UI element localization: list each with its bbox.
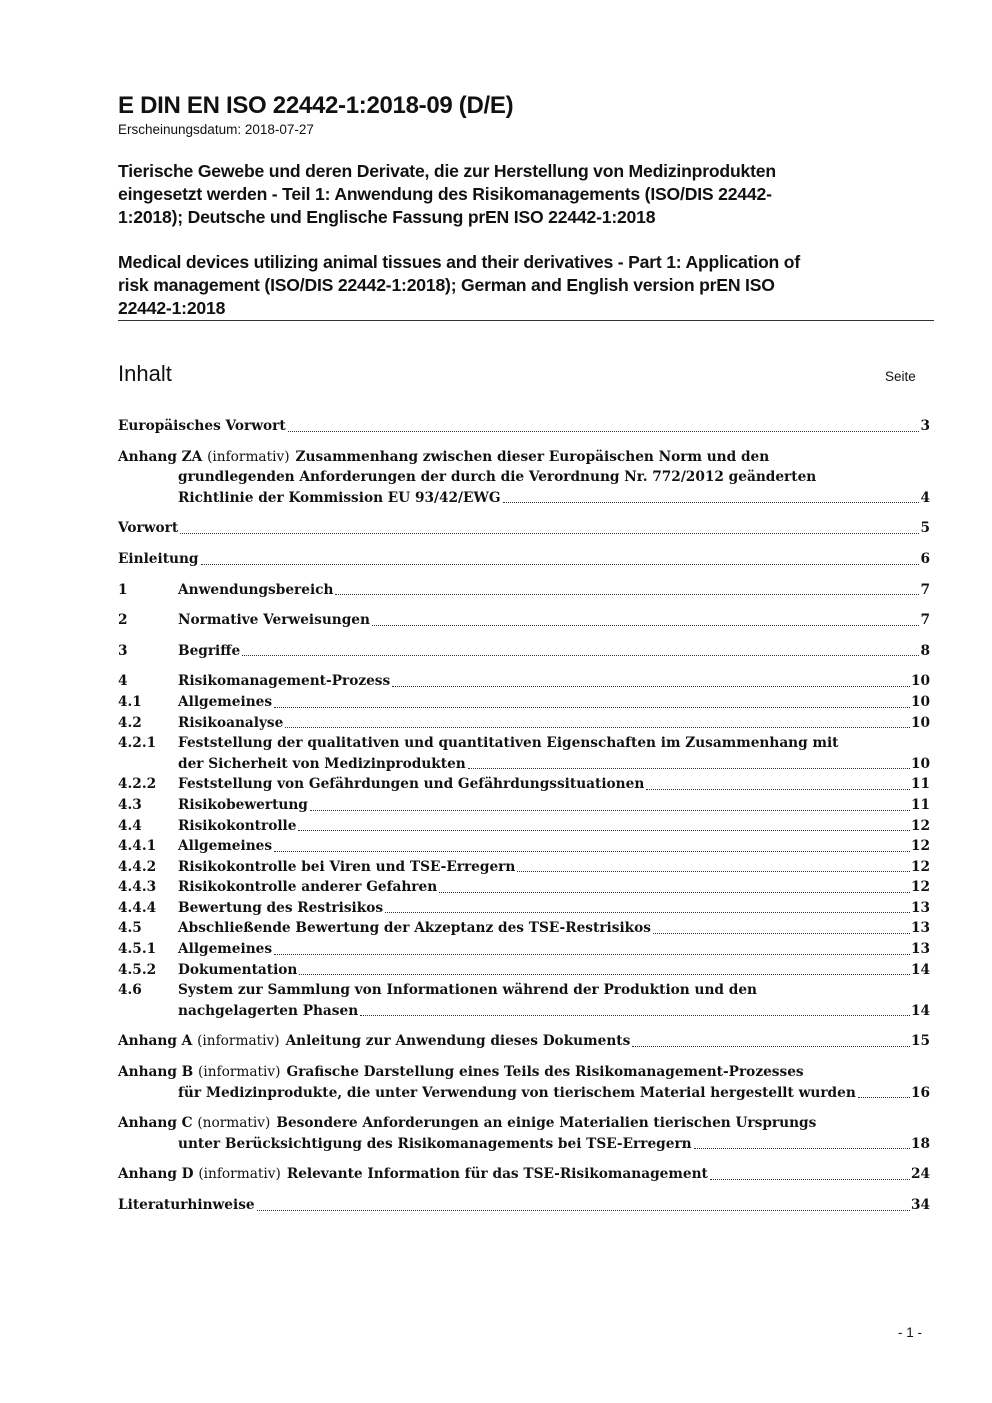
toc-entry[interactable] [118,877,930,898]
toc-entry-body [178,918,930,939]
toc-entry-number: 4.4.2 [118,858,157,875]
annex-id: Anhang A [118,1033,193,1050]
title-english-line: risk management (ISO/DIS 22442-1:2018); German and English version prEN ISO [118,275,775,295]
toc-entry-body [118,1164,930,1185]
dot-leader [257,1210,910,1211]
toc-entry-last-line [178,754,930,775]
annex-label [118,1115,270,1131]
toc-entry-number: 4.4.1 [118,838,157,855]
toc-entry-last-line [178,774,930,795]
toc-entry-body [118,416,930,437]
toc-entry-last-line [178,918,930,939]
toc-entry-body [178,960,930,981]
toc-entry-last-line [178,795,930,816]
toc-entry-page: 18 [910,1135,930,1152]
dot-leader [242,655,919,656]
toc-entry-title: Allgemeines [178,693,273,710]
toc-entry-number: 4.5.2 [118,961,157,978]
toc-entry-title: Risikobewertung [178,796,308,813]
toc-entry-number: 4.2 [118,714,142,731]
toc-entry-number: 4.5.1 [118,941,157,958]
toc-entry-last-line [178,641,930,662]
toc-entry-first-line [118,447,930,468]
toc-entry[interactable] [118,1164,930,1185]
annex-id: Anhang C [118,1115,193,1132]
toc-heading: Inhalt [118,361,172,386]
toc-entry-page: 15 [910,1033,930,1050]
toc-entry-body [178,836,930,857]
toc-entry-title: Risikomanagement-Prozess [178,673,391,690]
dot-leader [392,686,910,687]
dot-leader [372,625,920,626]
toc-entry-number: 2 [118,612,128,629]
page-number: - 1 - [898,1325,923,1340]
toc-entry-page: 12 [910,879,930,896]
dot-leader [632,1046,910,1047]
toc-entry-page: 16 [910,1084,930,1101]
dot-leader [694,1148,910,1149]
toc-entry-title: Allgemeines [178,941,273,958]
toc-entry-last-line [118,549,930,570]
toc-entry-body [178,816,930,837]
toc-entry-title: der Sicherheit von Medizinprodukten [178,755,466,772]
toc-entry-body [178,795,930,816]
toc-entry-page: 4 [920,489,930,506]
toc-entry-last-line [178,816,930,837]
toc-entry-title: Relevante Information für das TSE-Risikomanagement [286,1166,708,1183]
toc-entry-body [118,1195,930,1216]
toc-entry[interactable] [118,898,930,919]
dot-leader [285,727,910,728]
toc-entry[interactable] [118,918,930,939]
toc-entry-title-line: Besondere Anforderungen an einige Materialien tierischen Ursprungs [276,1115,817,1132]
toc-entry-body [178,713,930,734]
toc-entry-page: 14 [910,961,930,978]
toc-entry-body [178,580,930,601]
toc-entry-number: 4.4.3 [118,879,157,896]
toc-entry-body [178,610,930,631]
toc-entry-last-line [118,488,930,509]
toc-entry[interactable] [118,939,930,960]
annex-label [118,1031,280,1052]
title-german-line: 1:2018); Deutsche und Englische Fassung prEN ISO 22442-1:2018 [118,207,656,227]
toc-entry-last-line [178,1001,930,1022]
toc-entry-body [178,774,930,795]
toc-entry-last-line [178,939,930,960]
toc-entry-number: 4.4 [118,817,142,834]
toc-entry-body [118,1031,930,1052]
toc-entry-title: Europäisches Vorwort [118,418,286,434]
toc-entry-page: 7 [920,581,930,598]
dot-leader [360,1015,910,1016]
title-german-line: Tierische Gewebe und deren Derivate, die zur Herstellung von Medizinprodukten [118,161,776,181]
toc-entry-page: 34 [910,1197,930,1213]
annex-type: (informativ) [198,1064,281,1081]
toc-entry-body [118,1113,930,1154]
toc-entry[interactable] [118,857,930,878]
toc-entry-title: Vorwort [118,520,179,537]
annex-id: Anhang B [118,1064,194,1081]
toc-entry[interactable] [118,733,930,774]
toc-entry-last-line [178,857,930,878]
toc-entry-last-line [118,1195,930,1216]
toc-entry-body [118,1062,930,1103]
dot-leader [299,974,910,975]
toc-entry-title: Einleitung [118,550,199,567]
annex-label [118,1164,281,1185]
toc-entry[interactable] [118,641,930,662]
toc-entry-page: 14 [910,1002,930,1019]
toc-entry-first-line [118,1113,930,1134]
toc-entry-last-line [118,1164,930,1185]
toc-entry-body [118,549,930,570]
dot-leader [858,1097,910,1098]
toc-entry-number: 4.2.1 [118,735,157,752]
toc-entry-number: 4.1 [118,693,142,710]
annex-id: Anhang D [118,1166,194,1183]
toc-entry[interactable] [118,610,930,631]
toc-entry-body [118,447,930,509]
dot-leader [439,892,910,893]
toc-entry-last-line [178,671,930,692]
toc-entry-title: Richtlinie der Kommission EU 93/42/EWG [178,489,501,506]
toc-entry-page: 5 [920,520,930,537]
toc-entry-body [178,692,930,713]
dot-leader [180,533,919,534]
dot-leader [274,851,910,852]
toc-entry[interactable] [118,836,930,857]
annex-type: (normativ) [197,1115,271,1132]
toc-entry[interactable] [118,816,930,837]
toc-entry[interactable] [118,1113,930,1154]
dot-leader [310,810,910,811]
toc-entry-last-line [118,1134,930,1155]
toc-entry[interactable] [118,1195,930,1216]
annex-id: Anhang ZA [118,448,203,465]
toc-entry[interactable] [118,518,930,539]
annex-type: (informativ) [207,448,290,465]
toc-entry-page: 11 [910,776,930,793]
toc-entry[interactable] [118,416,930,437]
toc-entry-page: 13 [910,941,930,958]
toc-entry[interactable] [118,774,930,795]
toc-entry-title: Literaturhinweise [118,1197,255,1213]
toc-entry[interactable] [118,960,930,981]
toc-entry-page: 8 [920,642,930,659]
toc-entry-title: Risikokontrolle [178,817,297,834]
toc-entry-last-line [178,960,930,981]
toc-entry-page: 6 [920,550,930,567]
toc-entry-title-line: grundlegenden Anforderungen der durch die Verordnung Nr. 772/2012 geänderten [178,469,817,486]
toc-entry[interactable] [118,671,930,692]
toc-entry-body [178,733,930,774]
toc-entry[interactable] [118,549,930,570]
dot-leader [468,768,910,769]
toc-entry-number: 4 [118,673,128,690]
toc-entry-body [178,939,930,960]
toc-entry-page: 13 [910,920,930,937]
toc-entry[interactable] [118,795,930,816]
toc-entry-number: 4.5 [118,920,142,937]
toc-entry-number: 4.4.4 [118,899,157,916]
toc-entry-title: Anleitung zur Anwendung dieses Dokuments [285,1033,631,1050]
toc-entry-body [178,898,930,919]
toc-entry-title: Abschließende Bewertung der Akzeptanz des TSE-Restrisikos [178,920,651,937]
toc-entry-title-line: Feststellung der qualitativen und quantitativen Eigenschaften im Zusammenhang mit [178,735,839,752]
toc-entry[interactable] [118,447,930,509]
title-german [118,160,918,229]
toc-entry-page: 3 [920,418,930,434]
toc-entry-title: Normative Verweisungen [178,612,370,629]
toc-entry-page: 24 [910,1166,930,1183]
toc-entry-title-line: Zusammenhang zwischen dieser Europäischen Norm und den [295,448,770,465]
toc-entry-last-line [118,1031,930,1052]
annex-type: (informativ) [198,1166,281,1183]
toc-entry[interactable] [118,713,930,734]
toc-entry-body [118,518,930,539]
toc-entry[interactable] [118,1031,930,1052]
toc-entry-body [178,877,930,898]
dot-leader [653,933,910,934]
title-german-line: eingesetzt werden - Teil 1: Anwendung des Risikomanagements (ISO/DIS 22442- [118,184,772,204]
toc-entry-title: für Medizinprodukte, die unter Verwendung von tierischem Material hergestellt wurden [178,1084,856,1101]
toc-entry-page: 10 [910,755,930,772]
toc-entry-last-line [178,836,930,857]
dot-leader [298,830,910,831]
title-english-line: 22442-1:2018 [118,298,226,318]
publication-date: Erscheinungsdatum: 2018-07-27 [118,122,314,137]
toc-entry-body [178,641,930,662]
document-id: E DIN EN ISO 22442-1:2018-09 (D/E) [118,92,514,119]
toc-entry-page: 11 [910,796,930,813]
toc-entry-title-line: System zur Sammlung von Informationen während der Produktion und den [178,982,757,999]
toc-entry-title: Feststellung von Gefährdungen und Gefährdungssituationen [178,776,645,793]
toc-entry-body [178,671,930,692]
toc-entry-last-line [178,713,930,734]
toc-entry-last-line [178,898,930,919]
toc-entry-page: 10 [910,673,930,690]
toc-entry-title: Risikokontrolle bei Viren und TSE-Erregern [178,858,516,875]
dot-leader [710,1179,910,1180]
toc-entry-page: 12 [910,817,930,834]
dot-leader [274,954,910,955]
title-english-line: Medical devices utilizing animal tissues and their derivatives - Part 1: Application of [118,252,800,272]
toc-entry-last-line [118,518,930,539]
toc-entry-number: 3 [118,642,128,659]
toc-entry-page: 12 [910,838,930,855]
toc-entry-page: 12 [910,858,930,875]
title-english [118,251,918,320]
toc-entry-title: Bewertung des Restrisikos [178,899,384,916]
dot-leader [201,564,920,565]
toc-entry-title: nachgelagerten Phasen [178,1002,359,1019]
toc-entry-last-line [118,416,930,437]
toc-entry-page: 13 [910,899,930,916]
toc-entry-title: Allgemeines [178,838,273,855]
dot-leader [385,912,910,913]
toc-entry-number: 1 [118,581,128,598]
toc-entry-title: Begriffe [178,642,241,659]
toc-entry-title: Anwendungsbereich [178,581,334,598]
toc-entry-title-line: Grafische Darstellung eines Teils des Risikomanagement-Prozesses [286,1064,804,1081]
toc-entry-body [178,980,930,1021]
toc-entry-last-line [178,877,930,898]
toc-entry-number: 4.3 [118,796,142,813]
title-divider [118,320,934,321]
annex-label [118,449,290,465]
toc-entry-last-line [178,580,930,601]
dot-leader [517,871,910,872]
toc-entry-last-line [178,610,930,631]
toc-entry-number: 4.6 [118,982,142,999]
toc-entry-title: Risikokontrolle anderer Gefahren [178,879,438,896]
dot-leader [646,789,910,790]
annex-label [118,1064,281,1080]
toc-entry-last-line [178,692,930,713]
annex-type: (informativ) [197,1033,280,1050]
toc-entry-page: 10 [910,693,930,710]
toc-entry-page: 10 [910,714,930,731]
toc-entry-title: Dokumentation [178,961,298,978]
toc-entry-title: Risikoanalyse [178,714,284,731]
toc-entry[interactable] [118,980,930,1021]
toc-entry-page: 7 [920,612,930,629]
dot-leader [503,502,920,503]
toc-entry-first-line [118,1062,930,1083]
dot-leader [288,431,920,432]
toc-entry[interactable] [118,692,930,713]
toc-page-column-label: Seite [885,369,916,384]
toc-entry[interactable] [118,1062,930,1103]
toc-entry[interactable] [118,580,930,601]
dot-leader [274,707,910,708]
dot-leader [335,594,919,595]
toc-entry-body [178,857,930,878]
toc-entry-number: 4.2.2 [118,776,157,793]
table-of-contents [118,416,930,1216]
toc-entry-title: unter Berücksichtigung des Risikomanagements bei TSE-Erregern [178,1135,692,1152]
toc-entry-last-line [118,1083,930,1104]
